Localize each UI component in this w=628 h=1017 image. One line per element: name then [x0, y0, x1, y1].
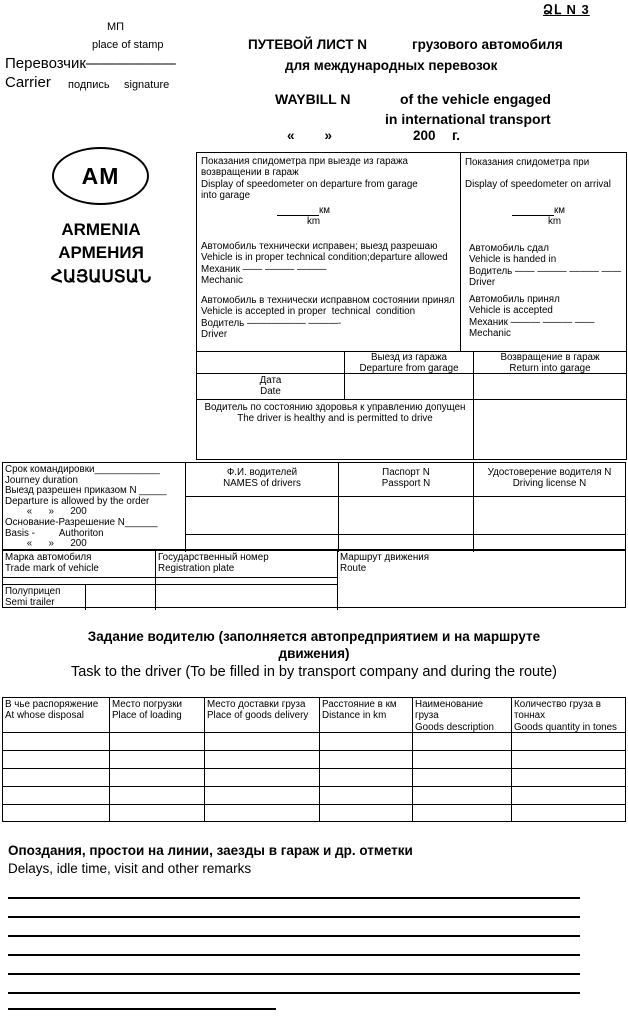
task-col-goods-header — [413, 698, 512, 733]
label-en: Driver — [201, 328, 228, 340]
label-en: Date — [260, 386, 281, 398]
label-ru: Автомобиль сдал — [469, 243, 549, 254]
km-field-departure — [277, 205, 330, 228]
label-en: Route — [340, 563, 367, 575]
title-en-vehicle: of the vehicle engaged — [400, 91, 551, 107]
semi-trailer-plate-cell — [156, 585, 338, 610]
km-field-arrival — [512, 205, 565, 228]
label-en: Registration plate — [158, 563, 235, 575]
mechanic-signature-line: Механик ——— ——— —— — [469, 316, 595, 328]
stamp-place-label: place of stamp — [92, 39, 164, 51]
task-table-cell — [205, 769, 320, 787]
task-table-cell — [512, 769, 625, 787]
task-table-cell — [3, 787, 110, 805]
task-table-cell — [413, 787, 512, 805]
label-ru: Автомобиль принял — [469, 294, 560, 305]
stamp-mp-label: МП — [107, 21, 125, 33]
departure-order-line-en: Departure is allowed by the order — [5, 495, 150, 507]
passport-header — [339, 463, 474, 497]
task-col-distance-header — [320, 698, 413, 733]
remarks-writing-line — [8, 916, 580, 918]
vehicle-table — [2, 550, 626, 608]
task-table-cell — [320, 787, 413, 805]
garage-table — [197, 351, 626, 459]
label-ru: Ф.И. водителей — [226, 467, 298, 478]
task-table-cell — [320, 733, 413, 751]
task-table-cell — [205, 805, 320, 821]
label-en: At whose disposal — [5, 710, 84, 722]
carrier-label-ru: Перевозчик—————— — [5, 55, 176, 72]
task-table — [2, 697, 626, 822]
label-en: Driver — [469, 276, 496, 288]
registration-plate-cell — [156, 578, 338, 585]
label-ru: Государственный номер — [158, 552, 269, 563]
task-table-cell — [512, 751, 625, 769]
task-table-cell — [3, 805, 110, 821]
label-ru: Показания спидометра при — [465, 157, 590, 168]
label-en: Semi trailer — [5, 597, 55, 609]
label-en: Driving license N — [512, 478, 587, 490]
label-en: Mechanic — [201, 274, 243, 286]
task-table-cell — [110, 805, 205, 821]
passport-cell — [339, 497, 474, 535]
task-table-cell — [205, 751, 320, 769]
country-oval-stamp — [52, 147, 149, 205]
task-table-cell — [320, 805, 413, 821]
task-table-cell — [205, 733, 320, 751]
journey-duration-line-en: Journey duration — [5, 474, 78, 486]
label-ru: Выезд из гаража — [371, 352, 447, 363]
country-name-ru: АРМЕНИЯ — [58, 243, 144, 262]
label-en: Vehicle is handed in — [469, 254, 557, 266]
task-heading-ru-line1: Задание водителю (заполняется автопредприятием и на маршруте — [87, 629, 541, 644]
form-number: ՁԼ N 3 — [543, 2, 590, 17]
garage-date-header — [197, 374, 345, 400]
label-ru: Автомобиль технически исправен; выезд разрешаю — [201, 241, 438, 252]
task-table-cell — [413, 751, 512, 769]
label-en: Display of speedometer on departure from garage — [201, 178, 418, 190]
semi-trailer-header — [3, 585, 86, 610]
driver-names-header — [186, 463, 339, 497]
vehicle-mark-cell — [3, 578, 156, 585]
task-table-cell — [512, 733, 625, 751]
remarks-writing-line-short — [8, 1008, 276, 1010]
label-en: Vehicle is accepted — [469, 305, 553, 317]
garage-return-header — [474, 352, 626, 374]
km-label-ru: км — [319, 205, 331, 216]
driver-health-cell — [197, 400, 474, 459]
garage-departure-header — [345, 352, 474, 374]
task-col-quantity-header — [512, 698, 625, 733]
km-label-en: km — [548, 216, 562, 228]
driver-signature-line: Водитель —————— ———- — [201, 317, 342, 329]
departure-order-line: Выезд разрешен приказом N _____ — [5, 485, 167, 497]
km-label-ru: км — [554, 205, 566, 216]
speedometer-arrival-label — [465, 157, 625, 191]
task-table-cell — [512, 787, 625, 805]
task-table-cell — [110, 769, 205, 787]
title-ru-vehicle: грузового автомобиля — [412, 37, 563, 52]
label-en: NAMES of drivers — [223, 478, 301, 490]
journey-info-cell — [3, 463, 186, 552]
remarks-heading-ru: Опоздания, простои на линии, заезды в гараж и др. отметки — [8, 843, 413, 858]
task-table-cell — [413, 805, 512, 821]
remarks-writing-line — [8, 973, 580, 975]
label-en: Return into garage — [509, 363, 591, 375]
label-en: into garage — [201, 189, 251, 201]
label-ru: Расстояние в км — [322, 699, 397, 710]
label-en: Mechanic — [469, 327, 511, 339]
task-table-cell — [3, 751, 110, 769]
driver-signature-line: Водитель —— ——— ——— —— — [469, 265, 622, 277]
label-ru: Наименование груза — [415, 699, 483, 722]
handed-in-block — [469, 243, 625, 288]
label-ru: Показания спидометра при выезде из гаража — [201, 156, 408, 167]
tech-ok-block — [201, 241, 459, 286]
task-table-cell — [110, 751, 205, 769]
drivers-table — [2, 462, 626, 550]
journey-duration-line: Срок командировки____________ — [5, 464, 160, 475]
task-table-cell — [512, 805, 625, 821]
carrier-label-en: Carrier — [5, 74, 51, 91]
country-code: AM — [81, 162, 120, 189]
km-write-line — [277, 206, 319, 216]
title-year-suffix: г. — [452, 128, 461, 143]
driver-name-cell — [186, 497, 339, 535]
basis-authorization-line-en: Basis - Authoriton — [5, 527, 104, 539]
remarks-writing-line — [8, 935, 580, 937]
task-table-cell — [110, 787, 205, 805]
label-en: Place of goods delivery — [207, 710, 309, 722]
title-en-waybill: WAYBILL N — [275, 91, 351, 107]
speedometer-departure-label — [201, 156, 459, 201]
task-col-loading-header — [110, 698, 205, 733]
registration-plate-header — [156, 551, 338, 578]
label-en: The driver is healthy and is permitted to drive — [237, 413, 433, 425]
label-en: Departure from garage — [359, 363, 459, 375]
label-ru: Марка автомобиля — [5, 552, 92, 563]
label-en: Vehicle is in proper technical condition;departure allowed — [201, 252, 448, 264]
label-en: Display of speedometer on arrival — [465, 179, 611, 191]
label-ru: Место доставки груза — [207, 699, 306, 710]
label-en: Place of loading — [112, 710, 182, 722]
label-ru: Водитель по состоянию здоровья к управлению допущен — [204, 402, 466, 413]
basis-date-line: « » 200 — [5, 538, 87, 550]
task-table-cell — [413, 733, 512, 751]
column-divider — [460, 153, 461, 351]
label-ru: Маршрут движения — [340, 552, 430, 563]
label-ru: В чье распоряжение — [5, 699, 99, 710]
garage-empty-cell — [197, 352, 345, 374]
label-en: Distance in km — [322, 710, 387, 722]
remarks-heading-en: Delays, idle time, visit and other remarks — [8, 861, 252, 876]
label-ru: Возвращение в гараж — [500, 352, 600, 363]
mechanic-signature-line: Механик —— ——— ——— — [201, 263, 327, 275]
label-ru: Место погрузки — [112, 699, 182, 710]
task-table-cell — [3, 733, 110, 751]
order-date-line: « » 200 — [5, 506, 87, 518]
garage-date-in-cell — [474, 374, 626, 400]
title-ru-waybill: ПУТЕВОЙ ЛИСТ N — [248, 37, 368, 52]
accepted-block — [469, 294, 625, 339]
basis-authorization-line: Основание-Разрешение N______ — [5, 516, 158, 528]
vehicle-mark-header — [3, 551, 156, 578]
country-name-en: ARMENIA — [61, 220, 141, 239]
task-heading-en: Task to the driver (To be filled in by transport company and during the route) — [70, 664, 557, 680]
label-ru: возвращении в гараж — [201, 167, 299, 179]
title-ru-intl: для международных перевозок — [285, 58, 498, 73]
label-en: Goods description — [415, 721, 494, 733]
license-cell — [474, 497, 625, 535]
label-ru: Удостоверение водителя N — [487, 467, 612, 478]
route-cell — [338, 551, 625, 610]
task-table-cell — [3, 769, 110, 787]
task-col-delivery-header — [205, 698, 320, 733]
garage-empty-cell — [474, 400, 626, 459]
semi-trailer-cell — [86, 585, 156, 610]
remarks-writing-line — [8, 897, 580, 899]
speedometer-box — [196, 152, 627, 460]
remarks-writing-line — [8, 954, 580, 956]
task-table-cell — [320, 769, 413, 787]
title-en-intl: in international transport — [385, 111, 551, 127]
signature-label-ru: подпись — [68, 79, 110, 91]
label-ru: Дата — [259, 375, 282, 386]
label-en: Trade mark of vehicle — [5, 563, 99, 575]
signature-label-en: signature — [124, 79, 170, 91]
label-ru: Количество груза в тоннах — [514, 699, 602, 722]
label-en: Vehicle is accepted in proper technical condition — [201, 306, 416, 318]
accepted-ok-block — [201, 295, 459, 340]
km-write-line — [512, 206, 554, 216]
remarks-writing-line — [8, 992, 580, 994]
title-year: 200 — [413, 128, 436, 143]
label-en: Passport N — [381, 478, 431, 490]
task-table-cell — [413, 769, 512, 787]
task-table-cell — [110, 733, 205, 751]
garage-date-out-cell — [345, 374, 474, 400]
label-en: Goods quantity in tones — [514, 721, 617, 733]
task-heading-ru-line2: движения) — [278, 646, 350, 661]
label-ru: Паспорт N — [382, 467, 430, 478]
country-name-hy: ՀԱՅԱՍՏԱՆ — [50, 267, 152, 286]
task-col-disposal-header — [3, 698, 110, 733]
task-table-cell — [205, 787, 320, 805]
title-date-quotes: « » — [287, 128, 333, 143]
label-ru: Полуприцеп — [5, 586, 61, 597]
task-table-cell — [320, 751, 413, 769]
km-label-en: km — [307, 216, 321, 228]
label-ru: Автомобиль в технически исправном состоянии принял — [201, 295, 455, 306]
license-header — [474, 463, 625, 497]
